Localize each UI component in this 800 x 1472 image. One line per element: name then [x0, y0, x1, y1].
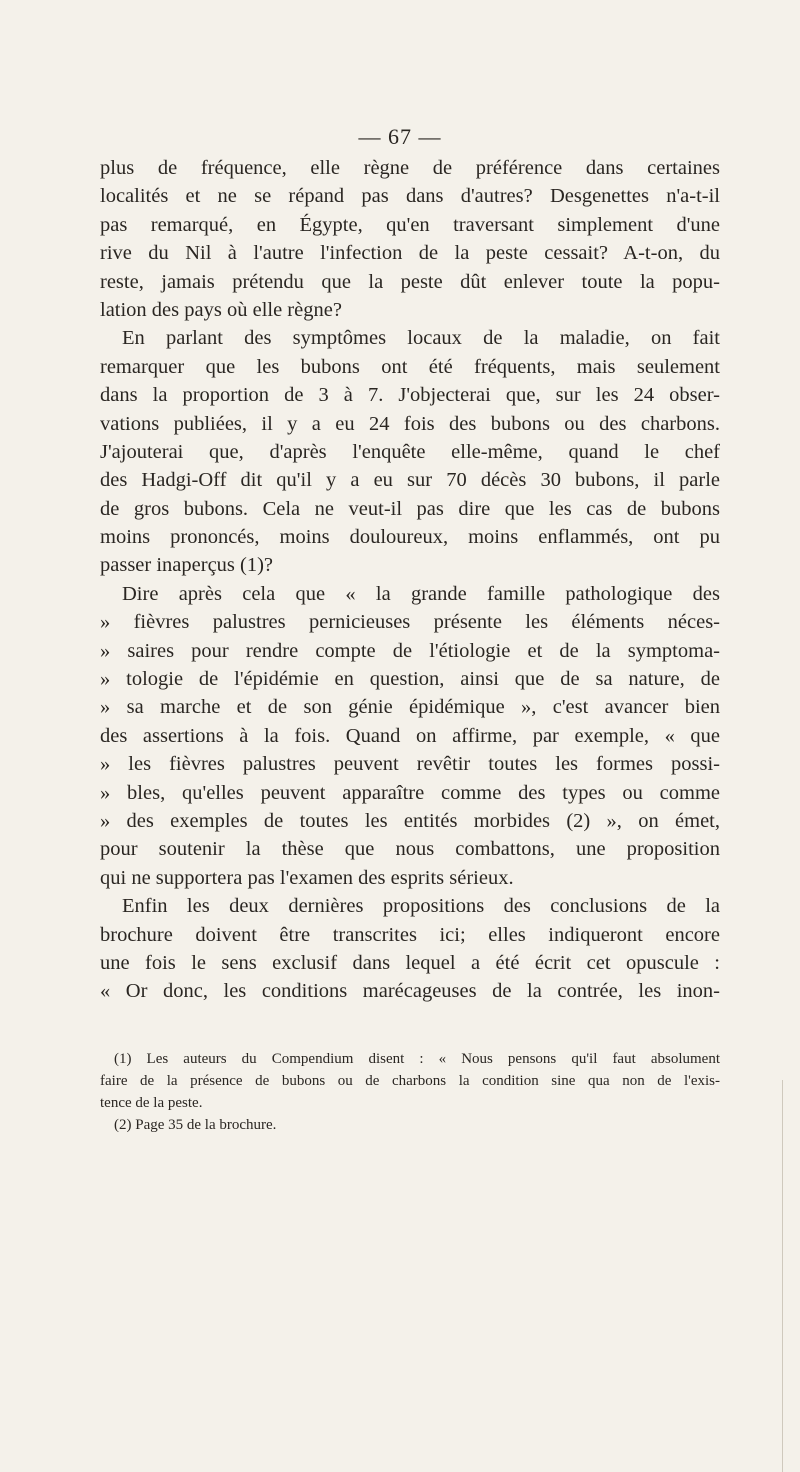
- text-line: Dire après cela que « la grande famille pathologique des: [122, 582, 720, 605]
- paragraph: [100, 892, 720, 1006]
- footnote-line: faire de la présence de bubons ou de charbons la condition sine qua non de l'exis-: [100, 1073, 720, 1089]
- footnote-line: tence de la peste.: [100, 1095, 203, 1111]
- page-edge-line: [782, 1080, 783, 1472]
- paragraph: [100, 324, 720, 580]
- paragraph: [100, 154, 720, 324]
- text-line: de gros bubons. Cela ne veut-il pas dire que les cas de bubons: [100, 497, 720, 520]
- body-text: [100, 154, 720, 1006]
- text-line: » bles, qu'elles peuvent apparaître comme des types ou comme: [100, 781, 720, 804]
- text-line: une fois le sens exclusif dans lequel a été écrit cet opuscule :: [100, 951, 720, 974]
- text-line: » les fièvres palustres peuvent revêtir toutes les formes possi-: [100, 753, 720, 776]
- paragraph: [100, 580, 720, 892]
- text-line: Enfin les deux dernières propositions des conclusions de la: [122, 895, 720, 918]
- text-line: qui ne supportera pas l'examen des esprits sérieux.: [100, 866, 514, 889]
- footnotes: [100, 1048, 720, 1136]
- text-line: dans la proportion de 3 à 7. J'objecterai que, sur les 24 obser-: [100, 384, 720, 407]
- text-line: reste, jamais prétendu que la peste dût enlever toute la popu-: [100, 270, 720, 293]
- text-line: » saires pour rendre compte de l'étiologie et de la symptoma-: [100, 639, 720, 662]
- text-line: des assertions à la fois. Quand on affirme, par exemple, « que: [100, 724, 720, 747]
- text-line: moins prononcés, moins douloureux, moins enflammés, ont pu: [100, 526, 720, 549]
- text-line: pour soutenir la thèse que nous combattons, une proposition: [100, 838, 720, 861]
- text-line: remarquer que les bubons ont été fréquents, mais seulement: [100, 355, 720, 378]
- text-line: lation des pays où elle règne?: [100, 298, 342, 321]
- text-line: rive du Nil à l'autre l'infection de la peste cessait? A-t-on, du: [100, 242, 720, 265]
- page-number: — 67 —: [358, 124, 442, 149]
- text-line: « Or donc, les conditions marécageuses de la contrée, les inon-: [100, 980, 720, 1003]
- text-line: plus de fréquence, elle règne de préférence dans certaines: [100, 157, 720, 179]
- text-line: » tologie de l'épidémie en question, ainsi que de sa nature, de: [100, 668, 720, 691]
- text-line: » fièvres palustres pernicieuses présente les éléments néces-: [100, 611, 720, 634]
- text-line: J'ajouterai que, d'après l'enquête elle-même, quand le chef: [100, 440, 720, 463]
- footnote: [100, 1048, 720, 1114]
- footnote-line: (2) Page 35 de la brochure.: [114, 1117, 277, 1133]
- text-line: passer inaperçus (1)?: [100, 554, 274, 577]
- text-line: » sa marche et de son génie épidémique », c'est avancer bien: [100, 696, 720, 719]
- text-line: brochure doivent être transcrites ici; elles indiqueront encore: [100, 923, 720, 946]
- text-line: » des exemples de toutes les entités morbides (2) », on émet,: [100, 809, 720, 832]
- text-line: des Hadgi-Off dit qu'il y a eu sur 70 décès 30 bubons, il parle: [100, 469, 720, 492]
- text-line: pas remarqué, en Égypte, qu'en traversant simplement d'une: [100, 213, 720, 236]
- footnote-line: (1) Les auteurs du Compendium disent : « Nous pensons qu'il faut absolument: [114, 1051, 720, 1067]
- text-line: vations publiées, il y a eu 24 fois des bubons ou des charbons.: [100, 412, 720, 435]
- text-line: localités et ne se répand pas dans d'autres? Desgenettes n'a-t-il: [100, 185, 720, 208]
- text-line: En parlant des symptômes locaux de la maladie, on fait: [122, 327, 720, 350]
- footnote: [100, 1114, 720, 1136]
